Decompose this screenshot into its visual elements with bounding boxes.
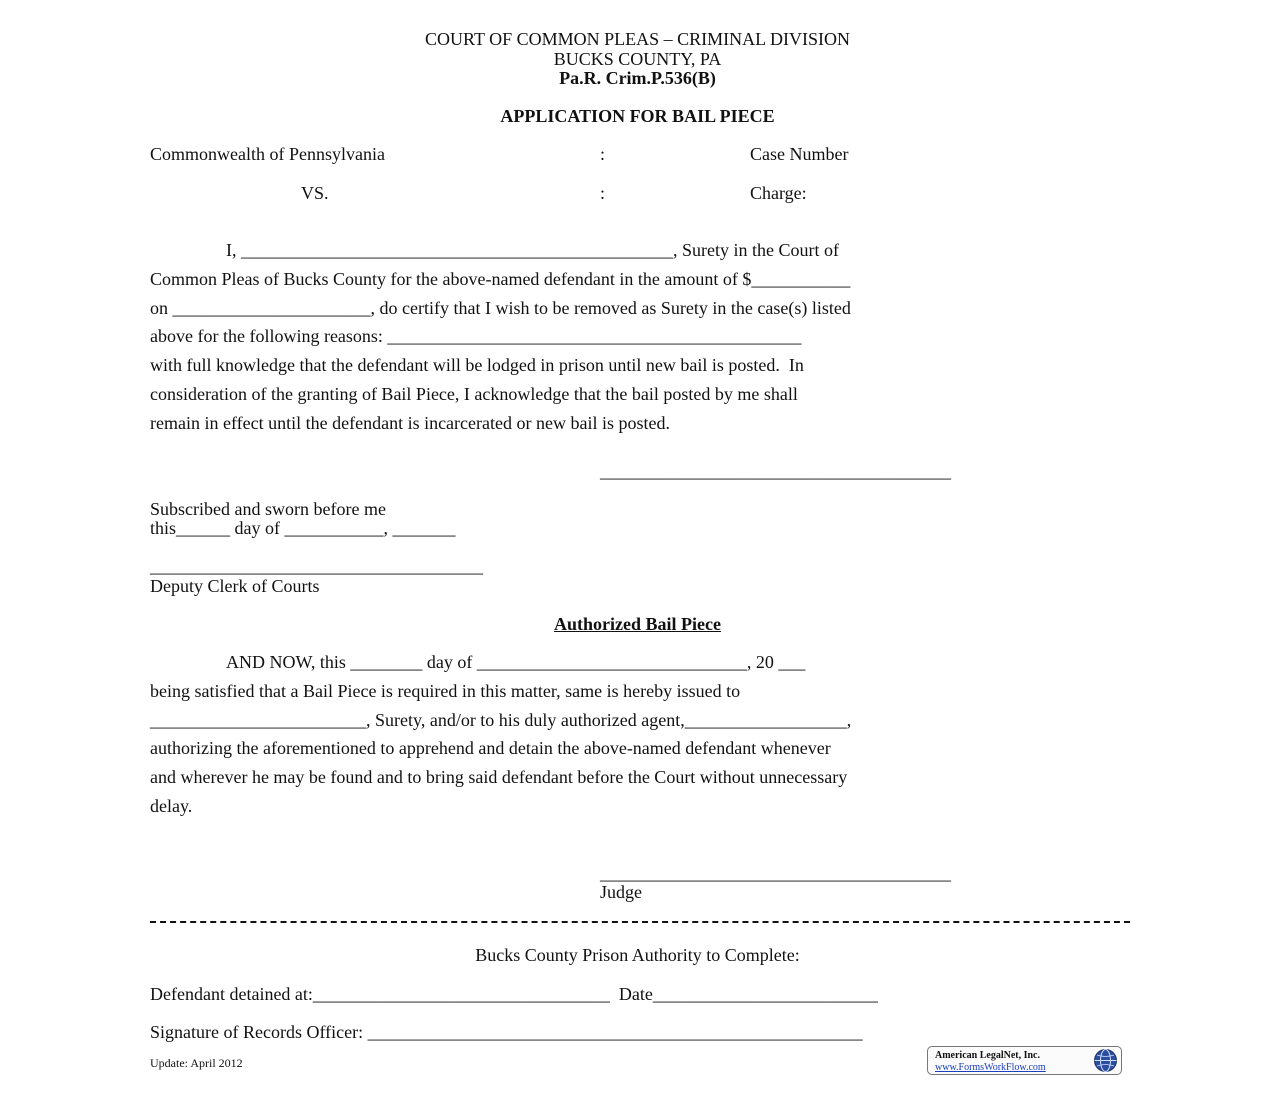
order-line: being satisfied that a Bail Piece is required in this matter, same is hereby issued to — [150, 681, 741, 701]
county-heading: BUCKS COUNTY, PA — [553, 49, 722, 69]
order-surety-line: ________________________, Surety, and/or to his duly authorized agent,__________________, — [150, 710, 852, 730]
charge-label: Charge: — [750, 183, 807, 203]
oath-text: Subscribed and sworn before me — [150, 499, 386, 519]
order-line: authorizing the aforementioned to apprehend and detain the above-named defendant whenever — [150, 738, 831, 758]
logo-url-link[interactable]: www.FormsWorkFlow.com — [935, 1062, 1046, 1073]
oath-date-line: this______ day of ___________, _______ — [150, 518, 456, 538]
surety-signature-line: _______________________________________ — [600, 461, 951, 481]
prison-heading: Bucks County Prison Authority to Complete: — [475, 945, 800, 965]
logo-company-name: American LegalNet, Inc. — [935, 1050, 1040, 1061]
bail-amount-line: Common Pleas of Bucks County for the above-named defendant in the amount of $___________ — [150, 269, 851, 289]
paragraph-line: consideration of the granting of Bail Piece, I acknowledge that the bail posted by me shall — [150, 384, 798, 404]
section-divider — [150, 921, 1130, 923]
reasons-line: above for the following reasons: ______________________________________________ — [150, 326, 802, 346]
order-line: and wherever he may be found and to bring said defendant before the Court without unnecessary — [150, 767, 848, 787]
records-officer-line: Signature of Records Officer: _______________________________________________________ — [150, 1022, 863, 1042]
order-date-line: AND NOW, this ________ day of ______________________________, 20 ___ — [226, 652, 806, 672]
legalnet-logo[interactable] — [927, 1046, 1122, 1075]
caption-colon: : — [600, 144, 606, 164]
versus-label: VS. — [301, 183, 329, 203]
paragraph-line: with full knowledge that the defendant will be lodged in prison until new bail is posted. In — [150, 355, 804, 375]
update-note: Update: April 2012 — [150, 1056, 243, 1070]
deputy-signature-line: _____________________________________ — [150, 556, 483, 576]
order-line: delay. — [150, 796, 193, 816]
plaintiff-label: Commonwealth of Pennsylvania — [150, 144, 385, 164]
surety-date-line: on ______________________, do certify that I wish to be removed as Surety in the case(s) listed — [150, 298, 851, 318]
authorized-heading: Authorized Bail Piece — [554, 614, 721, 634]
detained-at-line: Defendant detained at:_________________________________ Date_________________________ — [150, 984, 878, 1004]
caption-colon: : — [600, 183, 606, 203]
deputy-clerk-label: Deputy Clerk of Courts — [150, 576, 320, 596]
judge-signature-line: _______________________________________ — [600, 863, 951, 883]
court-heading: COURT OF COMMON PLEAS – CRIMINAL DIVISION — [425, 29, 850, 49]
judge-label: Judge — [600, 882, 642, 902]
form-title: APPLICATION FOR BAIL PIECE — [500, 106, 775, 126]
surety-name-line: I, ________________________________________________, Surety in the Court of — [226, 240, 839, 260]
globe-icon — [1093, 1048, 1118, 1073]
rule-citation: Pa.R. Crim.P.536(B) — [559, 68, 716, 88]
case-number-label: Case Number — [750, 144, 849, 164]
paragraph-line: remain in effect until the defendant is incarcerated or new bail is posted. — [150, 413, 670, 433]
